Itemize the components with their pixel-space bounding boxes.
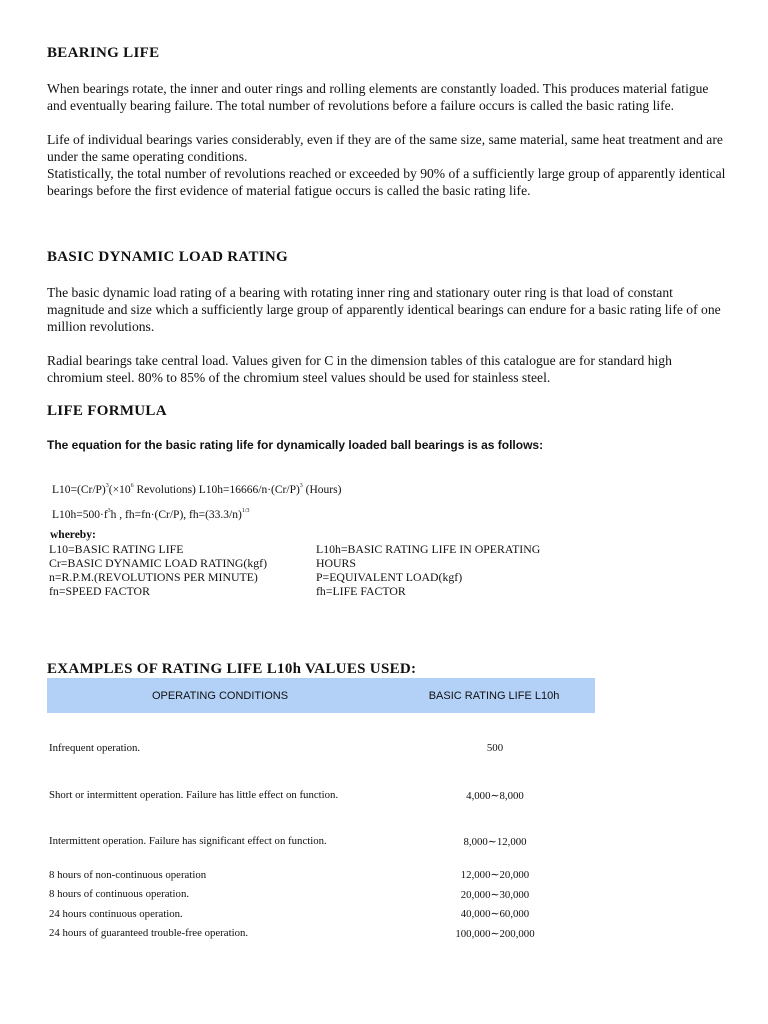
- table-header-row: [47, 678, 595, 713]
- condition-cell: Infrequent operation.: [49, 742, 141, 754]
- life-value-cell: 8,000∼12,000: [463, 835, 527, 848]
- definition-item: fh=LIFE FACTOR: [316, 584, 406, 598]
- condition-cell: 24 hours continuous operation.: [49, 907, 183, 920]
- exponent: 6: [130, 483, 134, 489]
- formula-text: Revolutions) L10h=16666/n·(Cr/P): [133, 484, 300, 496]
- formula-line-1: [52, 484, 341, 496]
- exponent: 3: [299, 483, 303, 489]
- definition-item: P=EQUIVALENT LOAD(kgf): [316, 570, 463, 584]
- life-value-cell: 12,000∼20,000: [460, 869, 530, 882]
- condition-cell: Intermittent operation. Failure has significant effect on function.: [49, 835, 327, 847]
- life-value-cell: 4,000∼8,000: [466, 789, 524, 802]
- paragraph: Life of individual bearings varies considerably, even if they are of the same size, same material, same heat treatment and are under the same operating conditions.: [47, 132, 723, 164]
- table-row: [47, 924, 595, 944]
- condition-cell: Short or intermittent operation. Failure has little effect on function.: [49, 789, 339, 801]
- life-value-cell: 20,000∼30,000: [460, 888, 530, 901]
- paragraph: When bearings rotate, the inner and outer rings and rolling elements are constantly loaded. This produces material fatigue and eventually bearing failure. The total number of revolutions before a failure occurs is called the basic rating life.: [47, 81, 709, 113]
- definition-item: L10=BASIC RATING LIFE: [49, 542, 184, 556]
- table-row: [47, 713, 595, 767]
- column-header-conditions: OPERATING CONDITIONS: [47, 678, 393, 713]
- column-header-life: BASIC RATING LIFE L10h: [393, 678, 595, 713]
- table-row: [47, 904, 595, 924]
- section-title-examples: EXAMPLES OF RATING LIFE L10h VALUES USED:: [47, 661, 417, 677]
- table-row: [47, 859, 595, 885]
- condition-cell: 24 hours of guaranteed trouble-free operation.: [49, 927, 249, 940]
- definition-item: L10h=BASIC RATING LIFE IN OPERATING: [316, 542, 541, 556]
- section-title-bearing-life: BEARING LIFE: [47, 45, 160, 61]
- formula-text: h , fh=fn·(Cr/P), fh=(33.3/n): [110, 509, 242, 521]
- formula-intro: The equation for the basic rating life for dynamically loaded ball bearings is as follows:: [47, 438, 544, 452]
- definition-item: HOURS: [316, 556, 356, 570]
- exponent: 1/3: [241, 508, 250, 514]
- paragraph: Statistically, the total number of revolutions reached or exceeded by 90% of a sufficiently large group of apparently identical bearings before the first evidence of material fatigue occurs is called the basic rating life.: [47, 166, 726, 198]
- life-value-cell: 40,000∼60,000: [460, 908, 530, 921]
- paragraph: The basic dynamic load rating of a bearing with rotating inner ring and stationary outer ring is that load of constant magnitude and size which a sufficiently large group of apparently identical bearings can endure for a basic rating life of one million revolutions.: [47, 285, 721, 334]
- table-row: [47, 767, 595, 813]
- rating-life-table: [47, 678, 595, 943]
- whereby-label: whereby:: [50, 529, 96, 541]
- section-title-dynamic-load: BASIC DYNAMIC LOAD RATING: [47, 249, 288, 265]
- table-row: [47, 885, 595, 905]
- formula-text: L10=(Cr/P): [52, 484, 106, 496]
- formula-text: (Hours): [302, 484, 342, 496]
- definition-item: n=R.P.M.(REVOLUTIONS PER MINUTE): [49, 570, 258, 584]
- definition-item: Cr=BASIC DYNAMIC LOAD RATING(kgf): [49, 556, 268, 570]
- exponent: 3: [105, 483, 109, 489]
- life-value-cell: 100,000∼200,000: [455, 927, 535, 940]
- formula-line-2: [52, 509, 250, 521]
- definition-item: fn=SPEED FACTOR: [49, 584, 150, 598]
- condition-cell: 8 hours of non-continuous operation: [49, 868, 207, 881]
- formula-text: L10h=500·f: [52, 509, 108, 521]
- section-title-life-formula: LIFE FORMULA: [47, 403, 167, 419]
- formula-text: (×10: [108, 484, 131, 496]
- definitions: [0, 542, 768, 602]
- paragraph: Radial bearings take central load. Values given for C in the dimension tables of this catalogue are for standard high chromium steel. 80% to 85% of the chromium steel values should be used for stainless steel.: [47, 353, 672, 385]
- condition-cell: 8 hours of continuous operation.: [49, 888, 190, 901]
- bearing-life-text: [47, 80, 727, 199]
- exponent: 3: [107, 508, 111, 514]
- dynamic-load-text: [47, 284, 727, 386]
- life-value-cell: 500: [486, 742, 504, 754]
- table-row: [47, 813, 595, 859]
